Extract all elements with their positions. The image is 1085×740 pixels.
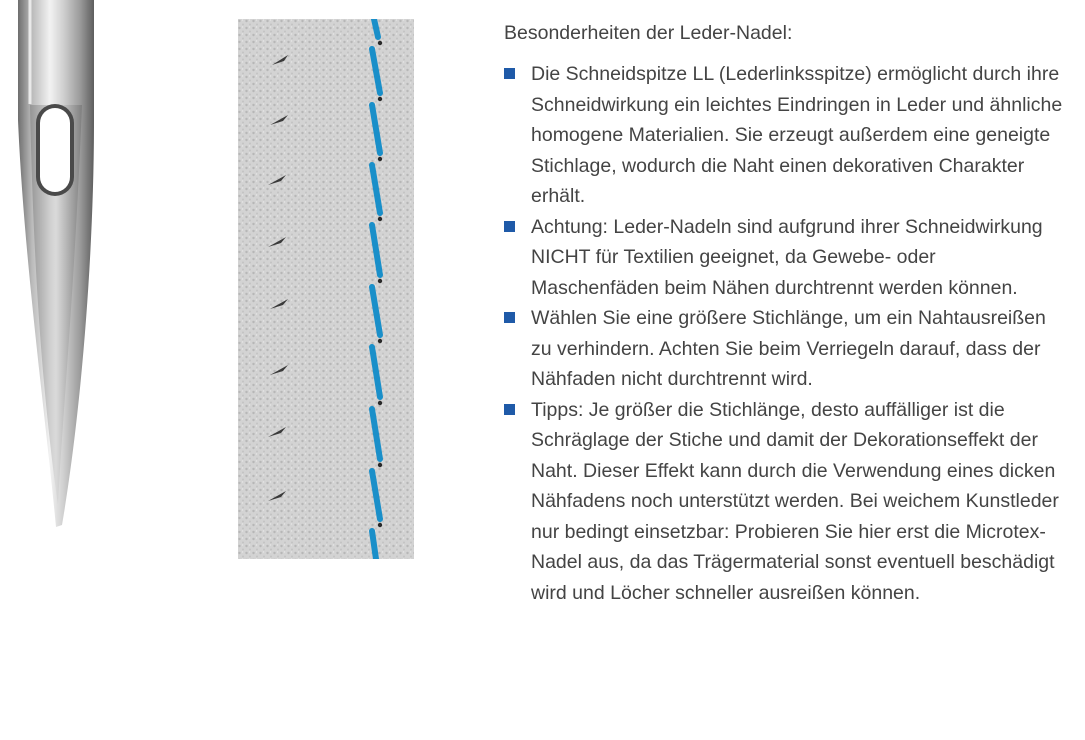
leather-stitch-icon	[238, 19, 414, 559]
needle-illustration	[0, 0, 110, 540]
list-item-text: Achtung: Leder-Nadeln sind aufgrund ihrer Schneidwirkung NICHT für Textilien geeignet, da Gewebe- oder Maschenfäden beim Nähen durchtrennt werden können.	[531, 215, 1043, 299]
bullet-square-icon	[504, 312, 515, 323]
list-item	[504, 59, 1064, 212]
list-item	[504, 395, 1064, 609]
section-heading: Besonderheiten der Leder-Nadel:	[504, 22, 793, 44]
leather-stitch-sample	[238, 19, 414, 559]
feature-list	[504, 59, 1064, 608]
bullet-square-icon	[504, 404, 515, 415]
list-item	[504, 303, 1064, 395]
list-item-text: Tipps: Je größer die Stichlänge, desto auffälliger ist die Schräglage der Stiche und damit der Dekorationseffekt der Naht. Dieser Effekt kann durch die Verwendung eines dicken Nähfadens noch unterstützt werden. Bei weichem Kunstleder nur bedingt einsetzbar: Probieren Sie hier erst die Microtex-Nadel aus, da das Trägermaterial sonst eventuell beschädigt wird und Löcher schneller ausreißen können.	[531, 398, 1059, 604]
list-item-text: Wählen Sie eine größere Stichlänge, um ein Nahtausreißen zu verhindern. Achten Sie beim Verriegeln darauf, dass der Nähfaden nicht durchtrennt wird.	[531, 307, 1046, 390]
bullet-square-icon	[504, 221, 515, 232]
list-item-text: Die Schneidspitze LL (Lederlinksspitze) ermöglicht durch ihre Schneidwirkung ein leichtes Eindringen in Leder und ähnliche homogene Materialien. Sie erzeugt außerdem eine geneigte Stichlage, wodurch die Naht einen dekorativen Charakter erhält.	[531, 63, 1063, 207]
needle-icon	[0, 0, 110, 540]
description-section	[504, 19, 1064, 608]
bullet-square-icon	[504, 68, 515, 79]
list-item	[504, 212, 1064, 304]
